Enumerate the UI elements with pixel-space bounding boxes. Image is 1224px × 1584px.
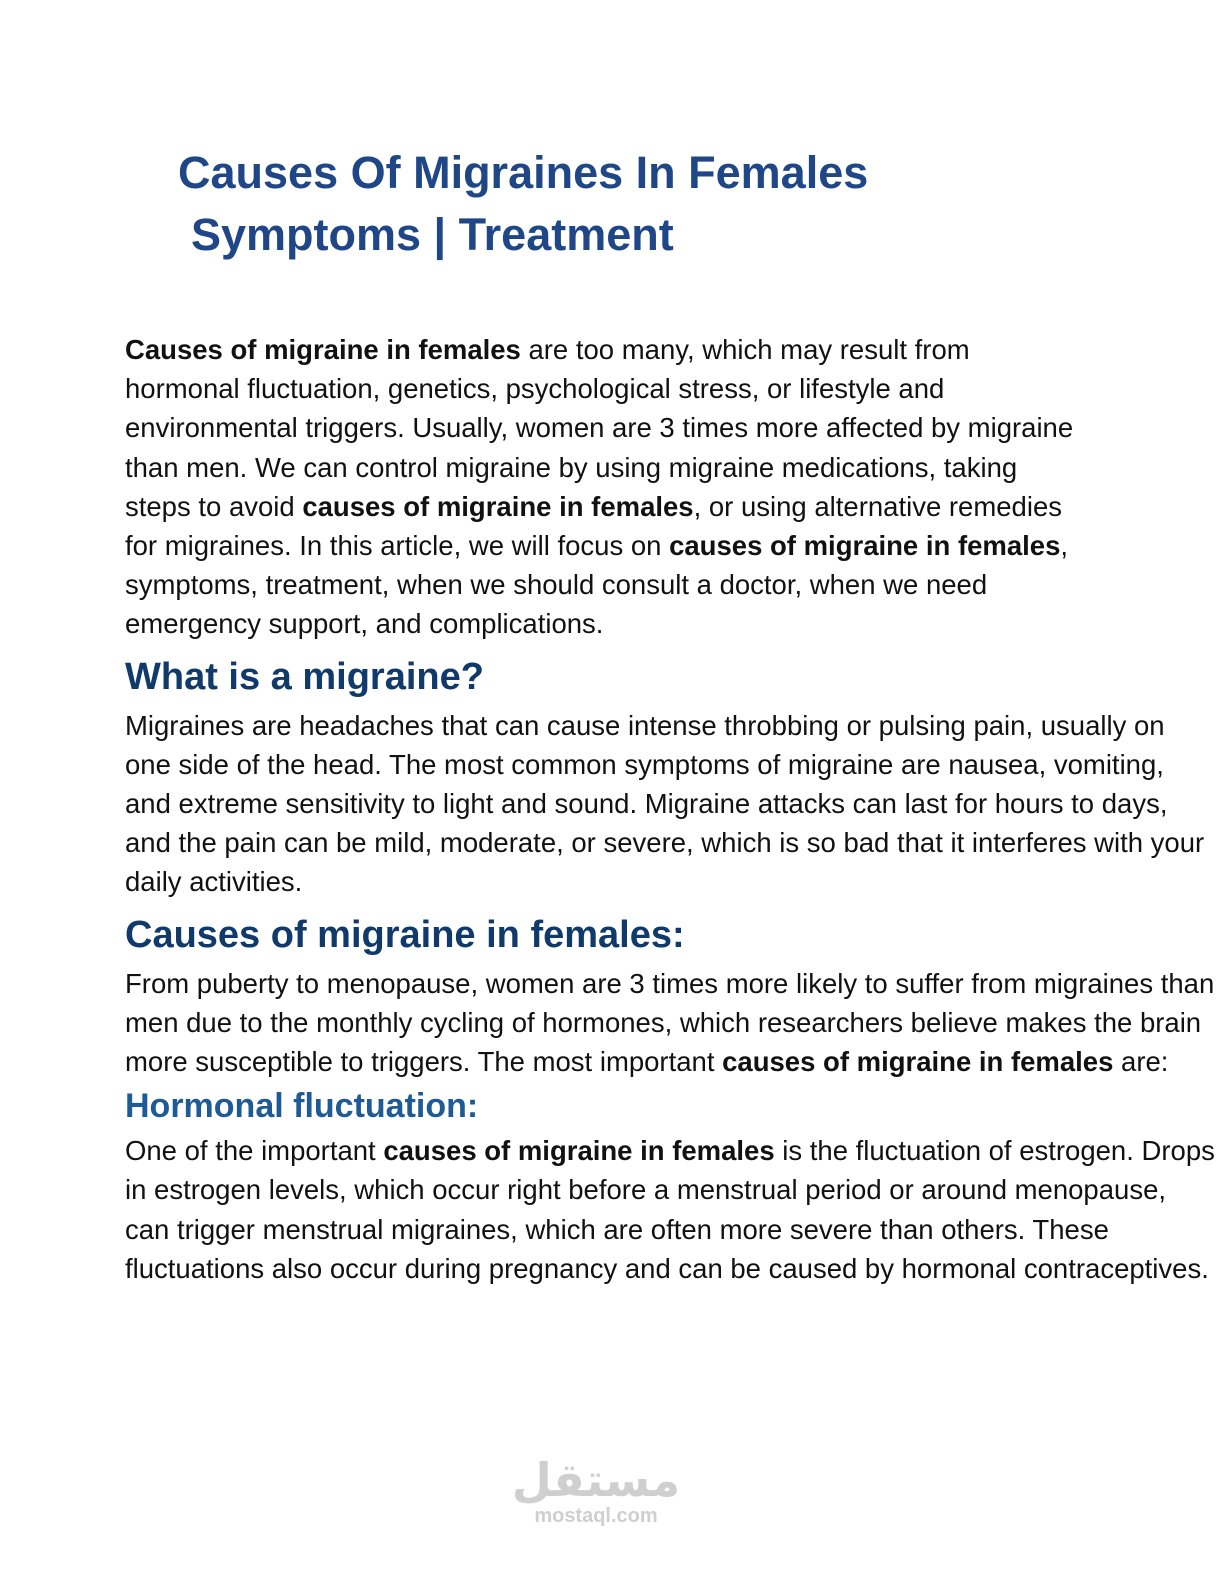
intro-text-2: , or using alternative remedies for migraines. In this article, we will focus on xyxy=(125,490,1062,562)
causes-paragraph xyxy=(125,964,1217,1082)
intro-paragraph xyxy=(125,330,1085,644)
causes-heading: Causes of migraine in females: xyxy=(125,913,685,956)
hormonal-bold: causes of migraine in females xyxy=(383,1135,775,1167)
article-content xyxy=(125,330,1217,1288)
title-line-1: Causes Of Migraines In Females xyxy=(178,147,869,198)
causes-text-before: From puberty to menopause, women are 3 times more likely to suffer from migraines than men due to the monthly cycling of hormones, which researchers believe makes the brain more susceptible to triggers. The most important xyxy=(125,967,1215,1078)
causes-text-after: are: xyxy=(1113,1046,1169,1078)
what-is-paragraph: Migraines are headaches that can cause intense throbbing or pulsing pain, usually on one side of the head. The most common symptoms of migraine are nausea, vomiting, and extreme sensitivity to light and sound. Migraine attacks can last for hours to days, and the pain can be mild, moderate, or severe, which is so bad that it interferes with your daily activities. xyxy=(125,709,1205,898)
hormonal-text-after: is the fluctuation of estrogen. Drops in estrogen levels, which occur right before a menstrual period or around menopause, can trigger menstrual migraines, which are often more severe than others. These fluctuations also occur during pregnancy and can be caused by hormonal contraceptives. xyxy=(125,1135,1215,1284)
hormonal-heading: Hormonal fluctuation: xyxy=(125,1087,479,1126)
hormonal-paragraph xyxy=(125,1131,1217,1288)
intro-text-3: , symptoms, treatment, when we should consult a doctor, when we need emergency support, and complications. xyxy=(125,530,1069,640)
hormonal-text-before: One of the important xyxy=(125,1135,384,1167)
document-title xyxy=(178,142,1078,266)
intro-bold-1: Causes of migraine in females xyxy=(125,334,521,365)
causes-bold: causes of migraine in females xyxy=(722,1046,1114,1078)
watermark-domain: mostaql.com xyxy=(534,1505,658,1527)
intro-text-1: are too many, which may result from hormonal fluctuation, genetics, psychological stress, or lifestyle and environmental triggers. Usually, women are 3 times more affected by migraine than men. We can control migraine by using migraine medications, taking steps to avoid xyxy=(125,334,1074,522)
intro-bold-2: causes of migraine in females xyxy=(302,490,694,522)
intro-bold-3: causes of migraine in females xyxy=(669,530,1061,562)
what-is-heading: What is a migraine? xyxy=(125,655,484,698)
mostaql-watermark xyxy=(506,1452,686,1528)
title-line-2: Symptoms | Treatment xyxy=(191,209,674,260)
watermark-arabic-logo: مستقل xyxy=(511,1453,681,1507)
